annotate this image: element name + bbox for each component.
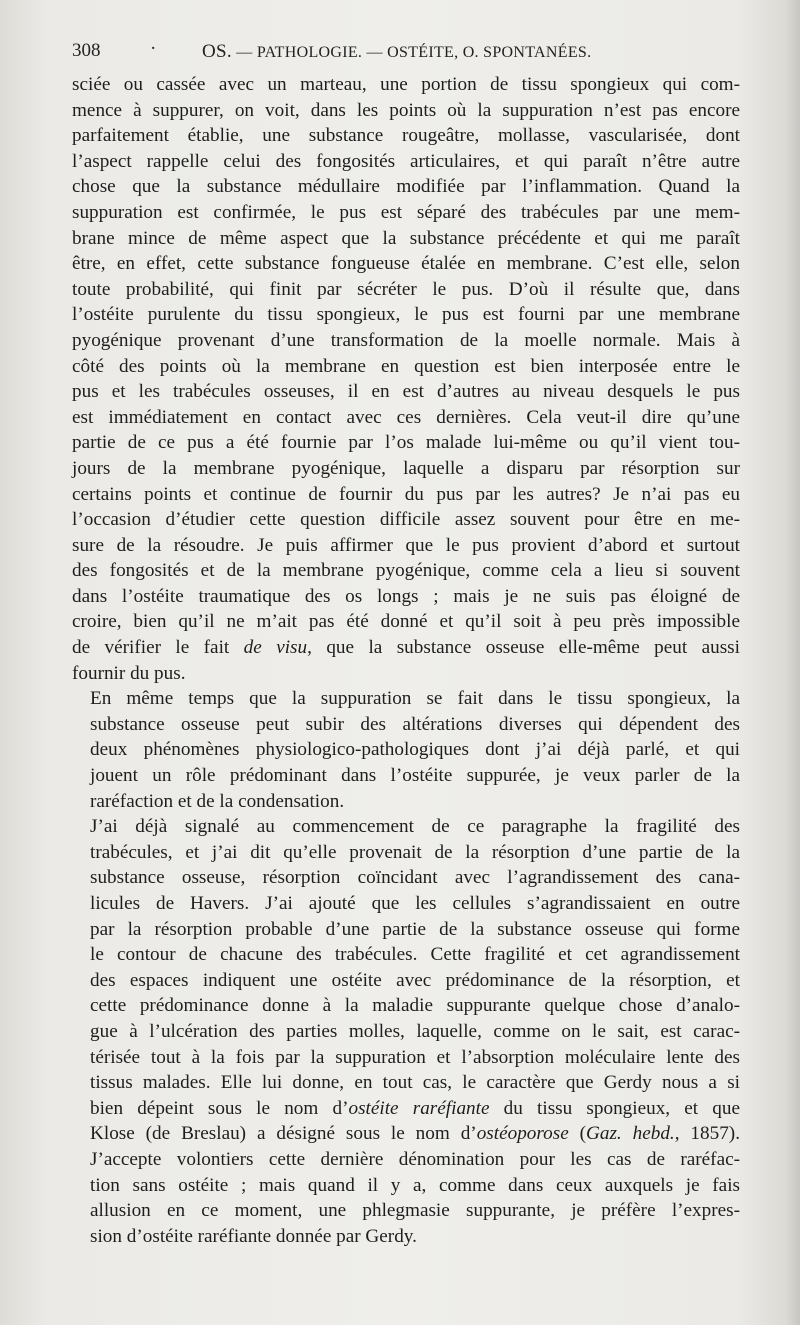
text-line: Klose (de Breslau) a désigné sous le nom d’ostéoporose (Gaz. hebd., 1857).: [90, 1123, 740, 1145]
text-line: l’aspect rappelle celui des fongosités articulaires, et qui paraît n’être autre: [72, 150, 740, 172]
page-edge-shadow: [786, 0, 800, 1325]
running-head-title: — PATHOLOGIE. — OSTÉITE, O. SPONTANÉES.: [231, 44, 592, 61]
text-line: pus et les trabécules osseuses, il en est d’autres au niveau desquels le pus: [72, 381, 740, 403]
text-line: allusion en ce moment, une phlegmasie suppurante, je préfère l’expres-: [90, 1200, 740, 1222]
text-line: côté des points où la membrane en question est bien interposée entre le: [72, 355, 740, 377]
text-line: cette prédominance donne à la maladie suppurante quelque chose d’analo-: [90, 995, 740, 1017]
italic-text: Gaz. hebd.: [586, 1123, 675, 1145]
running-head: [202, 41, 591, 63]
text-line: bien dépeint sous le nom d’ostéite raréfiante du tissu spongieux, et que: [90, 1097, 741, 1119]
text-line: gue à l’ulcération des parties molles, laquelle, comme on le sait, est carac-: [90, 1020, 740, 1042]
running-head-os: OS.: [202, 41, 232, 62]
text-line: substance osseuse peut subir des altérations diverses qui dépendent des: [90, 713, 740, 735]
page-number: 308: [72, 40, 101, 61]
italic-text: ostéoporose: [476, 1123, 569, 1145]
text-line: J’ai déjà signalé au commencement de ce paragraphe la fragilité des: [90, 816, 740, 838]
paragraph: [72, 686, 740, 814]
text-line: tissus malades. Elle lui donne, en tout cas, le caractère que Gerdy nous a si: [90, 1072, 740, 1094]
running-header: [72, 40, 742, 66]
text-line: J’accepte volontiers cette dernière dénomination pour les cas de raréfac-: [90, 1148, 740, 1170]
text-line: brane mince de même aspect que la substance précédente et qui me paraît: [72, 227, 740, 249]
text-line: jouent un rôle prédominant dans l’ostéite suppurée, je veux parler de la: [90, 765, 740, 787]
text-line: le contour de chacune des trabécules. Cette fragilité et cet agrandissement: [90, 944, 740, 966]
paragraph: [72, 814, 740, 1249]
text-line: fournir du pus.: [72, 662, 186, 684]
text-line: sion d’ostéite raréfiante donnée par Gerdy.: [90, 1225, 417, 1247]
text-line: partie de ce pus a été fournie par l’os malade lui-même ou qu’il vient tou-: [72, 432, 740, 454]
italic-text: ostéite raréfiante: [348, 1097, 490, 1119]
text-line: sciée ou cassée avec un marteau, une portion de tissu spongieux qui com-: [72, 74, 740, 95]
text-line: jours de la membrane pyogénique, laquelle a disparu par résorption sur: [72, 457, 740, 479]
text-line: En même temps que la suppuration se fait dans le tissu spongieux, la: [90, 688, 740, 710]
text-line: licules de Havers. J’ai ajouté que les cellules s’agrandissaient en outre: [90, 893, 740, 914]
text-line: dans l’ostéite traumatique des os longs ; mais je ne suis pas éloigné de: [72, 585, 740, 607]
text-line: des espaces indiquent une ostéite avec prédominance de la résorption, et: [90, 969, 740, 991]
paragraph: [72, 72, 740, 686]
text-line: parfaitement établie, une substance rougeâtre, mollasse, vascularisée, dont: [72, 125, 740, 147]
italic-text: de visu: [243, 637, 308, 659]
text-line: térisée tout à la fois par la suppuration et l’absorption moléculaire lente des: [90, 1046, 740, 1068]
text-line: croire, bien qu’il ne m’ait pas été donné et qu’il soit à peu près impossible: [72, 611, 740, 633]
text-line: pyogénique provenant d’une transformation de la moelle normale. Mais à: [72, 329, 740, 351]
body-text: [72, 72, 740, 1249]
text-line: substance osseuse, résorption coïncidant avec l’agrandissement des cana-: [90, 867, 740, 889]
text-line: suppuration est confirmée, le pus est séparé des trabécules par une mem-: [72, 201, 740, 223]
text-line: de vérifier le fait de visu, que la substance osseuse elle-même peut aussi: [72, 637, 740, 659]
text-line: chose que la substance médullaire modifiée par l’inflammation. Quand la: [72, 176, 740, 198]
text-line: tion sans ostéite ; mais quand il y a, comme dans ceux auxquels je fais: [90, 1174, 740, 1196]
text-line: des fongosités et de la membrane pyogénique, comme cela a lieu si souvent: [72, 560, 740, 582]
text-line: mence à suppurer, on voit, dans les points où la suppuration n’est pas encore: [72, 99, 740, 121]
text-line: toute probabilité, qui finit par sécréter le pus. D’où il résulte que, dans: [72, 278, 740, 300]
text-line: être, en effet, cette substance fongueuse étalée en membrane. C’est elle, selon: [72, 253, 740, 275]
text-line: sure de la résoudre. Je puis affirmer que le pus provient d’abord et surtout: [72, 534, 740, 556]
text-line: deux phénomènes physiologico-pathologiques dont j’ai déjà parlé, et qui: [90, 739, 740, 761]
header-separator: ·: [150, 38, 157, 59]
text-line: par la résorption probable d’une partie de la substance osseuse qui forme: [90, 918, 740, 940]
text-line: l’occasion d’étudier cette question difficile assez souvent pour être en me-: [72, 509, 740, 531]
text-line: certains points et continue de fournir du pus par les autres? Je n’ai pas eu: [72, 483, 740, 505]
text-line: raréfaction et de la condensation.: [90, 790, 345, 812]
text-line: est immédiatement en contact avec ces dernières. Cela veut-il dire qu’une: [72, 406, 740, 428]
text-line: trabécules, et j’ai dit qu’elle provenait de la résorption d’une partie de la: [90, 841, 740, 863]
text-line: l’ostéite purulente du tissu spongieux, le pus est fourni par une membrane: [72, 304, 740, 326]
